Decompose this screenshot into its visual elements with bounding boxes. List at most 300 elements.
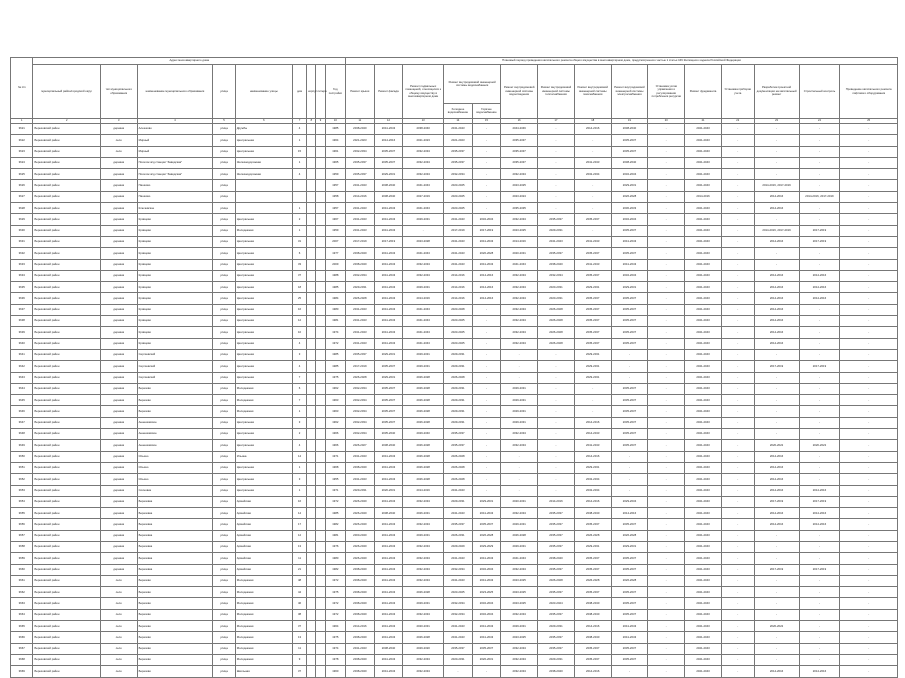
cell-c6: 2044-2046 <box>501 124 538 135</box>
cell-c15: - <box>840 349 898 360</box>
cell-c2: 2038-2040 <box>374 180 403 191</box>
cell-c15: - <box>840 621 898 632</box>
cell-st: улица <box>213 236 235 247</box>
cell-c7: 2035-2037 <box>538 508 575 519</box>
cell-c13: 2014-2016 <box>754 338 799 349</box>
cell-year: 1982 <box>325 564 345 575</box>
table-row <box>11 214 898 225</box>
cell-empty <box>316 598 325 609</box>
cell-c4: 2029-2031 <box>444 395 473 406</box>
cell-street: Центральная <box>235 146 292 157</box>
cell-c1: 2026-2040 <box>346 519 375 530</box>
cell-name: Сергиевский <box>137 372 213 383</box>
column-number: 24 <box>799 119 840 124</box>
cell-district: Березовский район <box>33 372 100 383</box>
column-number: 17 <box>538 119 575 124</box>
cell-c7: - <box>538 180 575 191</box>
cell-c11: 2041-2043 <box>685 146 722 157</box>
cell-c11: 2041-2043 <box>685 282 722 293</box>
cell-c2: 2029-2031 <box>374 372 403 383</box>
cell-c7: 2035-2037 <box>538 248 575 259</box>
cell-c4: 2021-2023 <box>444 135 473 146</box>
cell-year: 1975 <box>325 587 345 598</box>
cell-type: деревня <box>100 270 137 281</box>
cell-c6: 2032-2034 <box>501 564 538 575</box>
cell-district: Березовский район <box>33 654 100 665</box>
cell-c11: 2041-2043 <box>685 236 722 247</box>
cell-c11: 2041-2043 <box>685 304 722 315</box>
cell-c3: 2029-2031 <box>403 598 444 609</box>
cell-c4: 2032-2034 <box>444 598 473 609</box>
cell-c13: - <box>754 146 799 157</box>
cell-c5: - <box>472 157 501 168</box>
cell-c5: 2041-2043 <box>472 621 501 632</box>
cell-name: Березовка <box>137 508 213 519</box>
cell-empty <box>316 270 325 281</box>
cell-c12: - <box>721 451 754 462</box>
cell-c11: 2041-2043 <box>685 270 722 281</box>
cell-c9: 2041-2043 <box>611 236 648 247</box>
cell-c1: 2014-2016 <box>346 191 375 202</box>
cell-no: 3651 <box>11 462 33 473</box>
cell-c3: 2026-2028 <box>403 451 444 462</box>
header-lift-docs: Разработка проектной документации на капитальный ремонт <box>754 65 799 119</box>
cell-c3: 2026-2028 <box>403 383 444 394</box>
cell-empty <box>316 395 325 406</box>
cell-c6: 2029-2031 <box>501 417 538 428</box>
cell-type: село <box>100 587 137 598</box>
cell-c1: 2021-2023 <box>346 135 375 146</box>
cell-empty <box>316 259 325 270</box>
cell-type: деревня <box>100 372 137 383</box>
cell-house: 1 <box>292 406 306 417</box>
cell-year: 1968 <box>325 462 345 473</box>
table-row <box>11 496 898 507</box>
cell-empty <box>316 191 325 202</box>
column-number: 16 <box>501 119 538 124</box>
cell-c11: 2041-2043 <box>685 406 722 417</box>
cell-c12: - <box>721 462 754 473</box>
cell-c7: 2026-2028 <box>538 338 575 349</box>
cell-c10: - <box>648 270 685 281</box>
cell-c6: 2032-2034 <box>501 643 538 654</box>
cell-c13: - <box>754 214 799 225</box>
cell-c4: 2035-2037 <box>444 440 473 451</box>
cell-c3: 2041-2043 <box>403 180 444 191</box>
cell-c6: 2032-2034 <box>501 508 538 519</box>
cell-c5: - <box>472 440 501 451</box>
cell-type: село <box>100 621 137 632</box>
cell-c10: - <box>648 316 685 327</box>
cell-c3: 2021-2023 <box>403 135 444 146</box>
cell-c1: 2038-2040 <box>346 666 375 677</box>
cell-c3: 2026-2028 <box>403 474 444 485</box>
cell-c8: 2035-2037 <box>574 214 611 225</box>
cell-c3: 2032-2034 <box>403 259 444 270</box>
cell-house: 2 <box>292 214 306 225</box>
cell-house: 7 <box>292 395 306 406</box>
cell-c14: - <box>799 316 840 327</box>
cell-empty <box>316 327 325 338</box>
cell-c3: 2029-2031 <box>403 349 444 360</box>
cell-house: 13 <box>292 541 306 552</box>
cell-year: 1980 <box>325 304 345 315</box>
cell-type: деревня <box>100 169 137 180</box>
cell-c5: 2020-2028 <box>472 248 501 259</box>
cell-empty <box>307 146 316 157</box>
cell-house: 37 <box>292 666 306 677</box>
cell-c12: - <box>721 372 754 383</box>
cell-c5: 2041-2043 <box>472 632 501 643</box>
header-roof: Ремонт крыши <box>346 65 375 119</box>
table-row <box>11 654 898 665</box>
cell-c13: - <box>754 372 799 383</box>
cell-c3: - <box>403 225 444 236</box>
cell-c2: 2038-2040 <box>374 440 403 451</box>
cell-type: деревня <box>100 259 137 270</box>
table-row <box>11 417 898 428</box>
cell-c3: 2041-2043 <box>403 327 444 338</box>
cell-name: Алешково <box>137 124 213 135</box>
cell-c15: - <box>840 338 898 349</box>
cell-c8: 2035-2037 <box>574 248 611 259</box>
cell-district: Березовский район <box>33 225 100 236</box>
cell-c1: 2041-2043 <box>346 643 375 654</box>
table-row <box>11 474 898 485</box>
cell-c12: - <box>721 587 754 598</box>
cell-c4: 2020-2031 <box>444 654 473 665</box>
cell-c12: - <box>721 157 754 168</box>
cell-empty <box>307 349 316 360</box>
cell-house: 1 <box>292 157 306 168</box>
cell-c5: 2041-2043 <box>472 553 501 564</box>
cell-c13: - <box>754 383 799 394</box>
header-no: № п/п <box>11 58 33 119</box>
cell-st: улица <box>213 361 235 372</box>
cell-c6: 2032-2034 <box>501 169 538 180</box>
cell-c9: 2035-2037 <box>611 135 648 146</box>
cell-no: 3625 <box>11 169 33 180</box>
cell-house: 14 <box>292 508 306 519</box>
cell-street: Центральная <box>235 440 292 451</box>
cell-type: деревня <box>100 157 137 168</box>
cell-c4: 2023-2025 <box>444 338 473 349</box>
cell-c14: - <box>799 609 840 620</box>
cell-name: Березово <box>137 406 213 417</box>
table-row <box>11 293 898 304</box>
cell-c1: 2041-2043 <box>346 474 375 485</box>
cell-c7: 2035-2037 <box>538 519 575 530</box>
table-row <box>11 282 898 293</box>
cell-c4: 2026-2028 <box>444 462 473 473</box>
cell-c6: 2023-2025 <box>501 632 538 643</box>
cell-c15: - <box>840 575 898 586</box>
header-district: муниципальный район/городской округ <box>33 65 100 119</box>
cell-c2: 2041-2043 <box>374 462 403 473</box>
cell-c4: 2041-2043 <box>444 248 473 259</box>
cell-year: 1977 <box>325 248 345 259</box>
cell-c9: 2026-2028 <box>611 575 648 586</box>
cell-empty <box>307 462 316 473</box>
cell-type: село <box>100 598 137 609</box>
cell-c10: - <box>648 429 685 440</box>
cell-c12: - <box>721 654 754 665</box>
cell-c4: 2029-2031 <box>444 496 473 507</box>
table-row <box>11 349 898 360</box>
cell-c13: 2014-2016 <box>754 485 799 496</box>
cell-c8: 2014-2016 <box>574 666 611 677</box>
cell-type: село <box>100 146 137 157</box>
cell-c9: 2035-2037 <box>611 338 648 349</box>
cell-c14: - <box>799 541 840 552</box>
cell-c3: 2032-2034 <box>403 146 444 157</box>
cell-district: Березовский район <box>33 609 100 620</box>
cell-c5: - <box>472 146 501 157</box>
cell-c4: 2041-2043 <box>444 508 473 519</box>
cell-street: Центральная <box>235 372 292 383</box>
cell-c12: - <box>721 395 754 406</box>
column-number: 18 <box>574 119 611 124</box>
cell-c2: 2041-2043 <box>374 654 403 665</box>
cell-year: 1972 <box>325 338 345 349</box>
cell-year: 1962 <box>325 383 345 394</box>
cell-c8: 2041-2043 <box>574 236 611 247</box>
cell-empty <box>307 236 316 247</box>
cell-c8: 2014-2016 <box>574 417 611 428</box>
cell-c8: 2035-2037 <box>574 564 611 575</box>
cell-c6: 2032-2034 <box>501 214 538 225</box>
cell-name: Березовка <box>137 564 213 575</box>
cell-name: Сергиевский <box>137 349 213 360</box>
cell-no: 3668 <box>11 654 33 665</box>
cell-c8: 2014-2016 <box>574 124 611 135</box>
cell-no: 3660 <box>11 564 33 575</box>
cell-c1: 2038-2040 <box>346 609 375 620</box>
cell-type: деревня <box>100 496 137 507</box>
column-number: 15 <box>472 119 501 124</box>
cell-c13: 2020-2022 <box>754 440 799 451</box>
cell-c11: 2041-2043 <box>685 564 722 575</box>
cell-c1: 2038-2040 <box>346 598 375 609</box>
cell-c3: 2029-2040 <box>403 429 444 440</box>
cell-empty <box>316 180 325 191</box>
cell-c5: 2032-2034 <box>472 598 501 609</box>
cell-c5: 2032-2034 <box>472 214 501 225</box>
cell-c8: 2029-2031 <box>574 541 611 552</box>
cell-c14: - <box>799 124 840 135</box>
table-row <box>11 564 898 575</box>
cell-c1: 2032-2034 <box>346 395 375 406</box>
cell-empty <box>316 383 325 394</box>
cell-c9: 2035-2037 <box>611 598 648 609</box>
cell-c13: - <box>754 643 799 654</box>
cell-c14: 2020-2022 <box>799 440 840 451</box>
cell-c12: - <box>721 429 754 440</box>
header-lift-repair: Проведение капитального ремонта лифтового оборудования <box>840 65 898 119</box>
cell-street: Молодежная <box>235 654 292 665</box>
cell-c13: 2014-2016, 2017-2019 <box>754 180 799 191</box>
cell-empty <box>307 180 316 191</box>
cell-empty <box>307 248 316 259</box>
cell-c10: - <box>648 383 685 394</box>
cell-name: Березово <box>137 587 213 598</box>
cell-c5: 2035-2037 <box>472 643 501 654</box>
cell-c7: 2026-2028 <box>538 575 575 586</box>
cell-c10: - <box>648 553 685 564</box>
cell-type: деревня <box>100 124 137 135</box>
cell-c3: 2023-2028 <box>403 236 444 247</box>
cell-name: Ильино <box>137 462 213 473</box>
cell-type: деревня <box>100 519 137 530</box>
cell-c5: 2023-2025 <box>472 587 501 598</box>
cell-c11: 2041-2043 <box>685 508 722 519</box>
cell-c6: 2029-2031 <box>501 395 538 406</box>
cell-c11: 2041-2043 <box>685 259 722 270</box>
cell-year: 1971 <box>325 485 345 496</box>
cell-c2: 2041-2043 <box>374 666 403 677</box>
cell-c3: 2026-2028 <box>403 372 444 383</box>
cell-type: деревня <box>100 395 137 406</box>
cell-no: 3669 <box>11 666 33 677</box>
header-construct: Строительный контроль <box>799 65 840 119</box>
cell-c14: - <box>799 462 840 473</box>
cell-district: Березовский район <box>33 553 100 564</box>
cell-c4: 2041-2043 <box>444 485 473 496</box>
table-row <box>11 643 898 654</box>
cell-c6: 2041-2043 <box>501 553 538 564</box>
cell-empty <box>316 643 325 654</box>
cell-year: 1985 <box>325 349 345 360</box>
cell-c9: 2041-2043 <box>611 259 648 270</box>
column-number: 11 <box>346 119 375 124</box>
cell-empty <box>307 451 316 462</box>
cell-district: Березовский район <box>33 157 100 168</box>
cell-c10: - <box>648 169 685 180</box>
cell-c6: 2020-2031 <box>501 496 538 507</box>
cell-name: Березовка <box>137 496 213 507</box>
cell-c1: 2026-2040 <box>346 508 375 519</box>
cell-c9: 2035-2037 <box>611 327 648 338</box>
cell-c13: - <box>754 654 799 665</box>
cell-c12: - <box>721 191 754 202</box>
table-row <box>11 372 898 383</box>
cell-c4: 2023-2025 <box>444 180 473 191</box>
table-row <box>11 621 898 632</box>
cell-house: 15 <box>292 146 306 157</box>
cell-c2: 2035-2037 <box>374 361 403 372</box>
cell-c10: - <box>648 643 685 654</box>
cell-c6: 2032-2034 <box>501 440 538 451</box>
cell-c4: 2023-2028 <box>444 304 473 315</box>
cell-c6: 2014-2016 <box>501 236 538 247</box>
cell-no: 3648 <box>11 429 33 440</box>
cell-name: Анненковское <box>137 429 213 440</box>
cell-c1: 2041-2043 <box>346 180 375 191</box>
cell-type: деревня <box>100 293 137 304</box>
cell-street: Армейская <box>235 530 292 541</box>
cell-c13: 2014-2016, 2017-2019 <box>754 225 799 236</box>
table-row <box>11 135 898 146</box>
cell-c9: - <box>611 451 648 462</box>
cell-c13: 2014-2016 <box>754 327 799 338</box>
cell-house: 12 <box>292 530 306 541</box>
cell-c3: 2032-2034 <box>403 157 444 168</box>
cell-house: 11 <box>292 643 306 654</box>
cell-empty <box>316 519 325 530</box>
cell-c13: 2014-2016 <box>754 666 799 677</box>
cell-c9: 2038-2040 <box>611 157 648 168</box>
cell-st: улица <box>213 496 235 507</box>
cell-st: улица <box>213 564 235 575</box>
cell-c5: 2014-2016 <box>472 282 501 293</box>
cell-empty <box>307 124 316 135</box>
cell-c2: 2041-2043 <box>374 564 403 575</box>
header-mun-type: тип муниципального образования <box>100 65 137 119</box>
cell-c12: - <box>721 496 754 507</box>
cell-district: Березовский район <box>33 666 100 677</box>
cell-c8: 2035-2037 <box>574 327 611 338</box>
cell-c2: 2035-2040 <box>374 429 403 440</box>
cell-empty <box>316 225 325 236</box>
cell-c5: 2026-2028 <box>472 530 501 541</box>
cell-district: Березовский район <box>33 575 100 586</box>
cell-c12: - <box>721 236 754 247</box>
header-year: Год постройки <box>325 65 345 119</box>
cell-c7: 2035-2037 <box>538 643 575 654</box>
cell-c7: 2035-2037 <box>538 609 575 620</box>
cell-district: Березовский район <box>33 236 100 247</box>
cell-c9: 2041-2043 <box>611 621 648 632</box>
cell-type: деревня <box>100 349 137 360</box>
table-row <box>11 248 898 259</box>
cell-st: улица <box>213 270 235 281</box>
cell-c8: 2014-2043 <box>574 429 611 440</box>
cell-c15: - <box>840 508 898 519</box>
cell-empty <box>316 654 325 665</box>
cell-year: 1974 <box>325 643 345 654</box>
cell-c6: - <box>501 451 538 462</box>
cell-year: 1967 <box>325 214 345 225</box>
cell-c8: 2035-2037 <box>574 338 611 349</box>
cell-c6: 2032-2034 <box>501 338 538 349</box>
cell-no: 3628 <box>11 203 33 214</box>
cell-c7: - <box>538 440 575 451</box>
column-number: 8 <box>307 119 316 124</box>
cell-c12: - <box>721 293 754 304</box>
cell-c6: 2029-2031 <box>501 383 538 394</box>
cell-empty <box>307 429 316 440</box>
cell-name: Анненковское <box>137 440 213 451</box>
cell-type: деревня <box>100 248 137 259</box>
cell-c13: 2014-2016 <box>754 316 799 327</box>
cell-c15: - <box>840 587 898 598</box>
cell-c10: - <box>648 530 685 541</box>
cell-c13: 2014-2016 <box>754 474 799 485</box>
cell-c7: - <box>538 474 575 485</box>
cell-c6: 2029-2031 <box>501 406 538 417</box>
cell-c6: 2032-2034 <box>501 666 538 677</box>
cell-c10: - <box>648 598 685 609</box>
cell-no: 3653 <box>11 485 33 496</box>
cell-c15: - <box>840 169 898 180</box>
cell-type: деревня <box>100 236 137 247</box>
cell-c1: 2041-2043 <box>346 203 375 214</box>
cell-type: деревня <box>100 214 137 225</box>
cell-name: Березово <box>137 575 213 586</box>
cell-name: Кривцово <box>137 338 213 349</box>
cell-house: 1 <box>292 225 306 236</box>
cell-c3: 2032-2034 <box>403 654 444 665</box>
